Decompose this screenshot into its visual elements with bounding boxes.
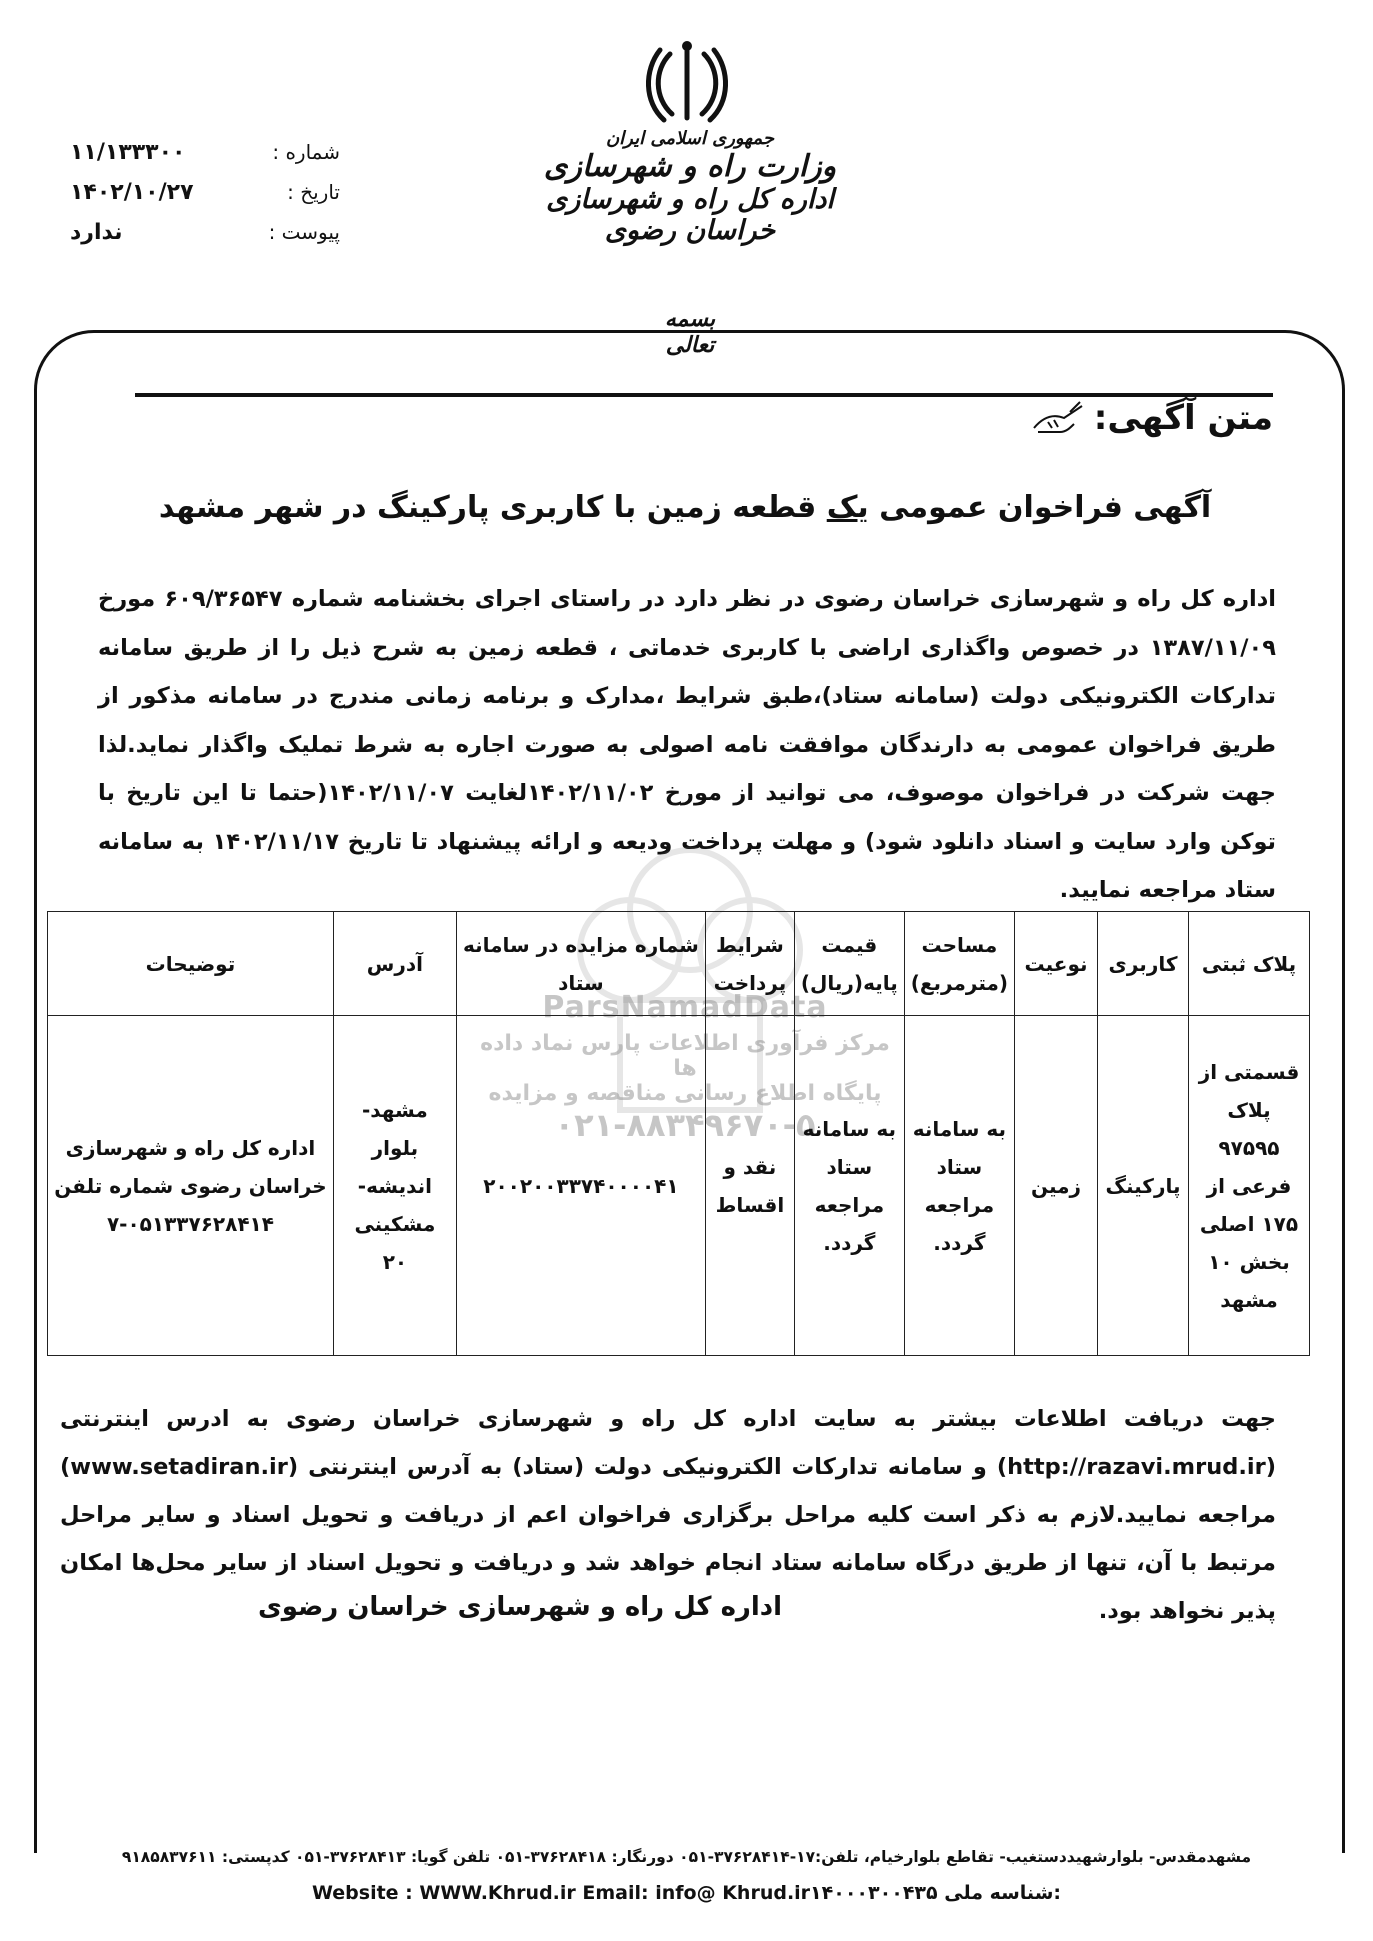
notice-body: اداره کل راه و شهرسازی خراسان رضوی در نظر دارد در راستای اجرای بخشنامه شماره ۶۰۹/۳۶۵۴۷ مورخ ۱۳۸۷/۱۱/۰۹ در خصوص واگذاری اراضی با کاربری خدماتی ، قطعه زمین به شرح ذیل را از طریق سامانه تدارکات الکترونیکی دولت (سامانه ستاد)،طبق شرایط ،مدارک و برنامه زمانی مندرج در سامانه مذکور از طریق فراخوان عمومی به دارندگان موافقت نامه اصولی به صورت اجاره به شرط تملیک واگذار نماید.لذا جهت شرکت در فراخوان موصوف، می توانید از مورخ ۱۴۰۲/۱۱/۰۲لغایت ۱۴۰۲/۱۱/۰۷(حتما تا این تاریخ با توکن وارد سایت و اسناد دانلود شود) و مهلت پرداخت ودیعه و ارائه پیشنهاد تا تاریخ ۱۴۰۲/۱۱/۱۷ به سامانه ستاد مراجعه نمایید.	[98, 586, 1277, 903]
letter-date-row	[70, 172, 340, 212]
basmala: بسمه تعالی	[664, 306, 716, 358]
watermark-line1: مرکز فرآوری اطلاعات پارس نماد داده ها	[480, 1031, 890, 1081]
cell-type: زمین	[1015, 1016, 1098, 1356]
department-name: اداره کل راه و شهرسازی خراسان رضوی	[546, 184, 834, 246]
col-notes: توضیحات	[48, 912, 334, 1016]
date-value: ۱۴۰۲/۱۰/۲۷	[70, 179, 194, 205]
writing-hand-icon	[1030, 398, 1086, 438]
col-address: آدرس	[333, 912, 456, 1016]
col-plaque: پلاک ثبتی	[1189, 912, 1310, 1016]
notice-label-text: متن آگهی:	[1093, 398, 1273, 438]
ministry-name: وزارت راه و شهرسازی	[543, 149, 837, 184]
watermark-line2: پایگاه اطلاع رسانی مناقصه و مزایده	[488, 1081, 882, 1106]
razavi-link[interactable]: http://razavi.mrud.ir	[1007, 1454, 1266, 1480]
col-type: نوعیت	[1015, 912, 1098, 1016]
table-row	[48, 1016, 1310, 1356]
col-price: قیمت پایه(ریال)	[794, 912, 904, 1016]
cell-area: به سامانه ستاد مراجعه گردد.	[904, 1016, 1014, 1356]
notice-title: آگهی فراخوان عمومی یک قطعه زمین با کاربری پارکینگ در شهر مشهد	[158, 490, 1212, 525]
cell-address: مشهد- بلوار اندیشه- مشکینی ۲۰	[333, 1016, 456, 1356]
attachment-label: پیوست :	[268, 220, 340, 244]
notice-label	[1030, 398, 1273, 438]
watermark-phone: ۰۲۱-۸۸۳۴۹۶۷۰-۵	[554, 1106, 816, 1144]
col-usage: کاربری	[1098, 912, 1189, 1016]
country-name: جمهوری اسلامی ایران	[605, 128, 775, 149]
footer-contact: Website : WWW.Khrud.ir Email: info@ Khrud.ir۱۴۰۰۰۳۰۰۴۳۵ شناسه ملی:	[312, 1882, 1061, 1904]
info-paragraph: جهت دریافت اطلاعات بیشتر به سایت اداره کل راه و شهرسازی خراسان رضوی به ادرس اینترنتی (http://razavi.mrud.ir) و سامانه تدارکات الکترونیکی دولت (ستاد) به آدرس اینترنتی (www.setadiran.ir) مراجعه نمایید.لازم به ذکر است کلیه مراحل برگزاری فراخوان اعم از دریافت و تحویل اسناد و سایر مراحل مرتبط با آن، تنها از طریق درگاه سامانه ستاد انجام خواهد شد و دریافت و تحویل اسناد از سایر محل‌ها امکان پذیر نخواهد بود.	[60, 1406, 1276, 1624]
cell-payment: نقد و اقساط	[705, 1016, 794, 1356]
attachment-value: ندارد	[70, 219, 123, 245]
date-label: تاریخ :	[287, 180, 340, 204]
ministry-header	[540, 128, 840, 246]
auction-table	[47, 911, 1310, 1356]
divider	[135, 393, 1273, 397]
setadiran-link[interactable]: www.setadiran.ir	[70, 1454, 288, 1480]
cell-auction-number: ۲۰۰۲۰۰۳۳۷۴۰۰۰۰۴۱	[456, 1016, 705, 1356]
letter-attachment-row	[70, 212, 340, 252]
cell-usage: پارکینگ	[1098, 1016, 1189, 1356]
cell-notes: اداره کل راه و شهرسازی خراسان رضوی شماره تلفن ۰۵۱۳۳۷۶۲۸۴۱۴-۷	[48, 1016, 334, 1356]
number-value: ۱۱/۱۳۳۳۰۰	[70, 139, 186, 165]
cell-plaque: قسمتی از پلاک ۹۷۵۹۵ فرعی از ۱۷۵ اصلی بخش ۱۰ مشهد	[1189, 1016, 1310, 1356]
signer: اداره کل راه و شهرسازی خراسان رضوی	[257, 1592, 783, 1622]
iran-emblem-icon	[640, 40, 735, 130]
footer-address: مشهدمقدس- بلوارشهیددستغیب- تقاطع بلوارخیام، تلفن:۱۷-۳۷۶۲۸۴۱۴-۰۵۱ دورنگار: ۳۷۶۲۸۴۱۸-۰۵۱ تلفن گویا: ۳۷۶۲۸۴۱۳-۰۵۱ کدپستی: ۹۱۸۵۸۳۷۶۱۱	[121, 1848, 1252, 1866]
number-label: شماره :	[272, 140, 340, 164]
watermark-brand: ParsNamadData	[542, 990, 828, 1025]
col-auction-number: شماره مزایده در سامانه ستاد	[456, 912, 705, 1016]
cell-price: به سامانه ستاد مراجعه گردد.	[794, 1016, 904, 1356]
table-header-row	[48, 912, 1310, 1016]
letter-meta	[70, 132, 340, 252]
col-payment: شرایط پرداخت	[705, 912, 794, 1016]
col-area: مساحت (مترمربع)	[904, 912, 1014, 1016]
letter-number-row	[70, 132, 340, 172]
